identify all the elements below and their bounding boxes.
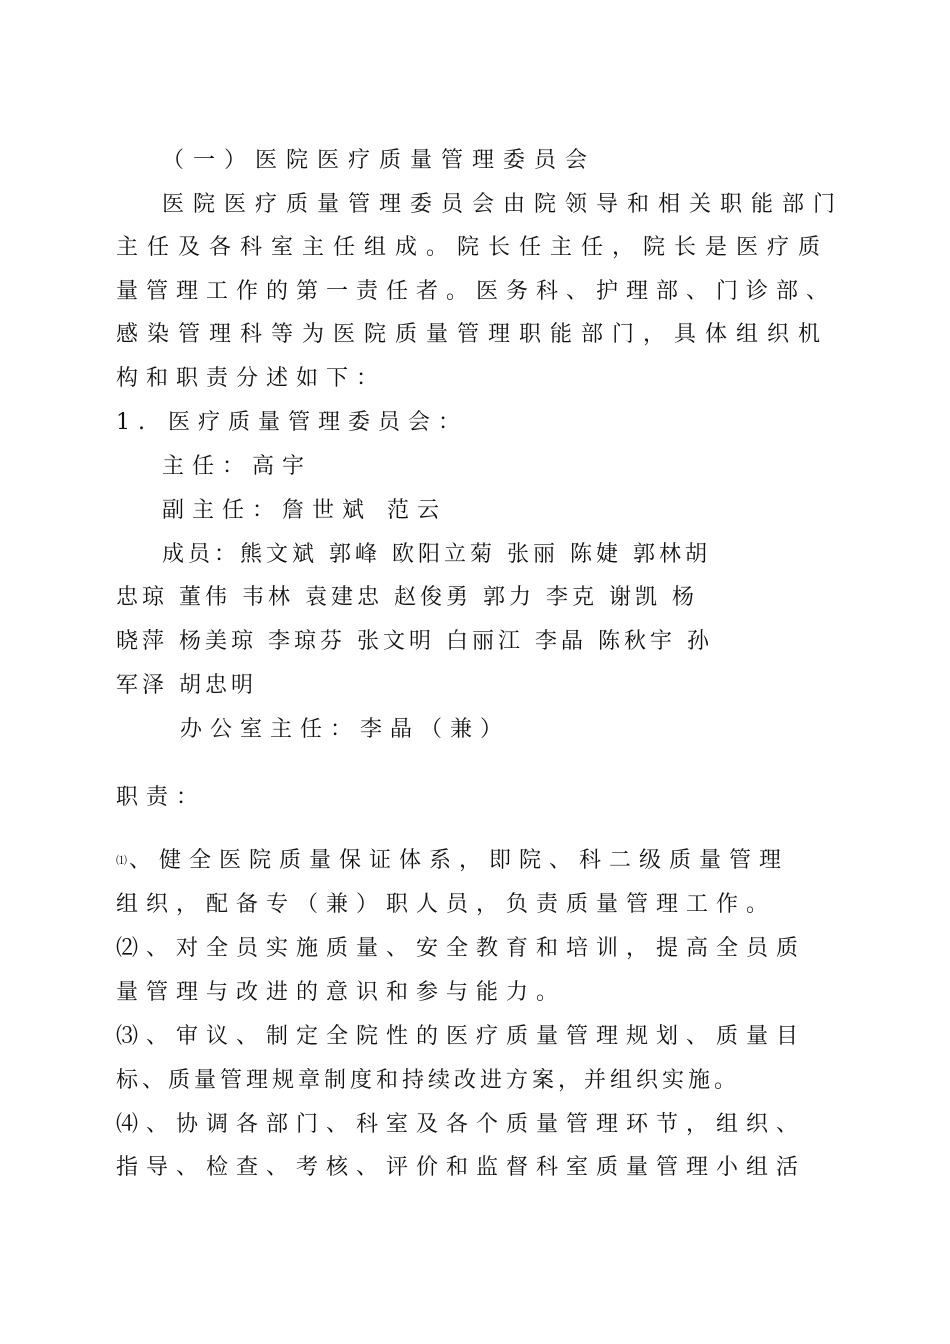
duty-line: 组织，配备专（兼）职人员，负责质量管理工作。 xyxy=(116,892,777,917)
intro-line: 主任及各科室主任组成。院长任主任，院长是医疗质 xyxy=(116,235,830,260)
duty-line xyxy=(116,846,950,876)
intro-line: 医院医疗质量管理委员会由院领导和相关职能部门 xyxy=(162,192,845,217)
duty-text: 、健全医院质量保证体系，即院、科二级质量管理 xyxy=(129,848,790,873)
duties-heading: 职责： xyxy=(116,785,207,810)
members-line: 忠琼 董伟 韦林 袁建忠 赵俊勇 郭力 李克 谢凯 杨 xyxy=(116,585,698,610)
duty-line: 指导、检查、考核、评价和监督科室质量管理小组活 xyxy=(116,1155,807,1180)
intro-line: 量管理工作的第一责任者。医务科、护理部、门诊部、 xyxy=(116,279,837,304)
duty-line: ⑷、协调各部门、科室及各个质量管理环节，组织、 xyxy=(116,1112,807,1137)
duty-line: ⑶、审议、制定全院性的医疗质量管理规划、质量目 xyxy=(116,1024,807,1049)
intro-line: 构和职责分述如下： xyxy=(116,366,387,391)
duty-line: 标、质量管理规章制度和持续改进方案，并组织实施。 xyxy=(116,1068,741,1093)
members-line: 晓萍 杨美琼 李琼芬 张文明 白丽江 李晶 陈秋宇 孙 xyxy=(116,629,713,654)
duty-line: ⑵、对全员实施质量、安全教育和培训，提高全员质 xyxy=(116,936,807,961)
duty-marker: ⑴ xyxy=(116,854,129,867)
deputy-director-line: 副主任：詹世斌 范云 xyxy=(162,498,447,523)
duty-line: 量管理与改进的意识和参与能力。 xyxy=(116,980,567,1005)
intro-line: 感染管理科等为医院质量管理职能部门，具体组织机 xyxy=(116,322,830,347)
office-director-line: 办公室主任：李晶（兼） xyxy=(180,717,511,742)
members-line: 军泽 胡忠明 xyxy=(116,673,257,698)
item-heading: 1. 医疗质量管理委员会： xyxy=(116,410,468,435)
section-heading: （一）医院医疗质量管理委员会 xyxy=(162,148,597,173)
director-line: 主任：高宇 xyxy=(162,454,313,479)
members-line: 成员：熊文斌 郭峰 欧阳立菊 张丽 陈婕 郭林胡 xyxy=(162,542,711,567)
